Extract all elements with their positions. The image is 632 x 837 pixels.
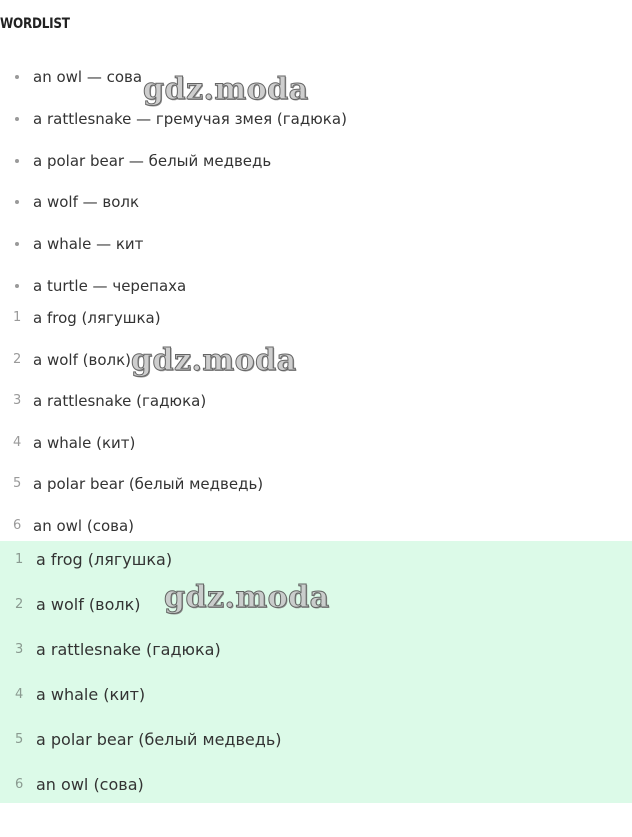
item-number: 5	[13, 476, 22, 492]
list-item	[0, 106, 632, 148]
list-item-text: a polar bear — белый медведь	[33, 151, 272, 170]
list-item	[0, 471, 632, 513]
watermark: gdz.moda	[131, 343, 297, 378]
bullet-dot-icon	[15, 242, 19, 246]
item-number: 3	[13, 393, 22, 409]
list-item	[0, 772, 632, 817]
list-item-text: a polar bear (белый медведь)	[36, 730, 282, 749]
item-number: 2	[15, 597, 24, 612]
list-item-text: a wolf (волк)	[36, 595, 141, 614]
list-item	[0, 727, 632, 772]
list-item	[0, 148, 632, 190]
numbered-word-list	[0, 305, 632, 555]
list-item-text: a wolf — волк	[33, 193, 140, 212]
watermark: gdz.moda	[164, 580, 330, 615]
list-item	[0, 388, 632, 430]
list-item-text: a frog (лягушка)	[33, 309, 161, 327]
list-item	[0, 305, 632, 347]
item-number: 6	[15, 777, 24, 792]
list-item-text: a whale — кит	[33, 235, 144, 254]
item-number: 1	[15, 552, 24, 567]
wordlist-bullet-list	[0, 64, 632, 315]
item-number: 6	[13, 517, 22, 533]
list-item	[0, 64, 632, 106]
bullet-dot-icon	[15, 284, 19, 288]
item-number: 5	[15, 732, 24, 747]
list-item-text: an owl (сова)	[36, 775, 144, 794]
item-number: 1	[13, 310, 22, 325]
item-number: 4	[15, 687, 24, 702]
list-item-text: an owl (сова)	[33, 516, 135, 535]
list-item	[0, 231, 632, 273]
list-item-text: a whale (кит)	[33, 433, 136, 452]
list-item-text: a rattlesnake (гадюка)	[33, 392, 207, 411]
list-item-text: a wolf (волк)	[33, 350, 131, 369]
list-item	[0, 430, 632, 472]
bullet-dot-icon	[15, 159, 19, 163]
list-item	[0, 189, 632, 231]
list-item-text: a polar bear (белый медведь)	[33, 475, 264, 494]
list-item-text: a frog (лягушка)	[36, 550, 173, 569]
item-number: 4	[13, 434, 22, 450]
list-item-text: an owl — сова	[33, 68, 143, 86]
list-item-text: a turtle — черепаха	[33, 276, 187, 295]
bullet-dot-icon	[15, 200, 19, 204]
watermark: gdz.moda	[143, 72, 309, 107]
list-item-text: a whale (кит)	[36, 685, 146, 704]
bullet-dot-icon	[15, 117, 19, 121]
list-item	[0, 347, 632, 389]
bullet-dot-icon	[15, 75, 19, 79]
wordlist-heading: WORDLIST	[0, 16, 70, 32]
list-item	[0, 682, 632, 727]
list-item-text: a rattlesnake — гремучая змея (гадюка)	[33, 109, 347, 128]
list-item	[0, 637, 632, 682]
item-number: 2	[13, 351, 22, 367]
item-number: 3	[15, 642, 24, 657]
list-item-text: a rattlesnake (гадюка)	[36, 640, 221, 659]
